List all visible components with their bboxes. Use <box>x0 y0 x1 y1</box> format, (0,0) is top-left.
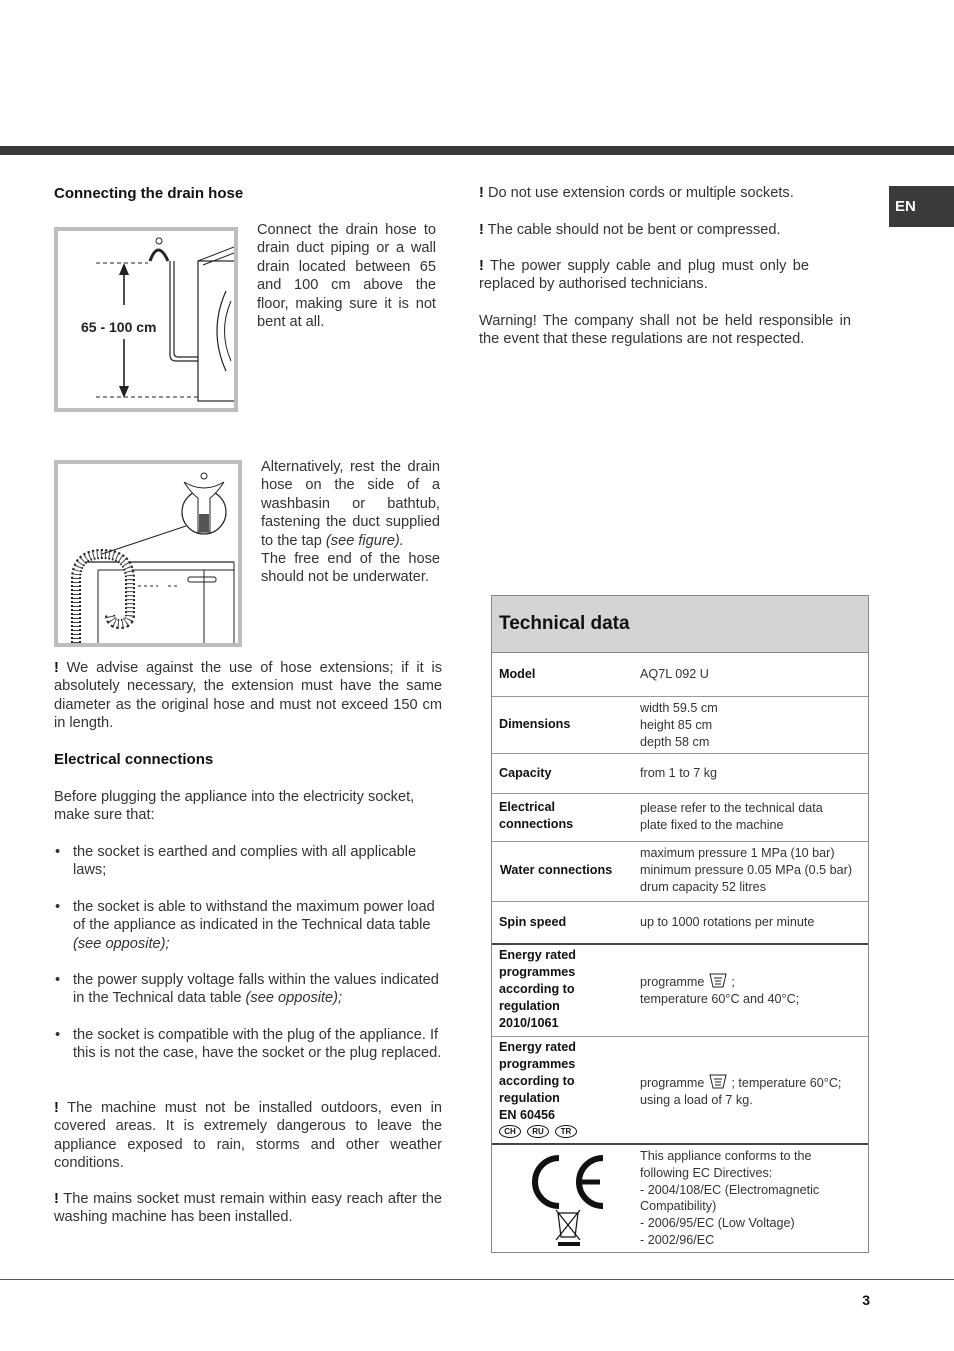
row-label <box>499 799 573 833</box>
label-line: regulation <box>499 1091 560 1105</box>
row-label: Model <box>499 667 536 681</box>
value-line: - 2004/108/EC (Electromagnetic <box>640 1182 820 1197</box>
table-row <box>492 653 868 697</box>
row-label <box>499 1039 577 1138</box>
warning-mark: ! <box>54 1100 59 1116</box>
bullet-item: • the socket is compatible with the plug of the appliance. If this is not the case, have the socket or the plug replaced. <box>55 1027 442 1062</box>
cotton-programme-icon <box>708 1073 728 1090</box>
value-line: - 2006/95/EC (Low Voltage) <box>640 1216 795 1231</box>
row-label: Capacity <box>499 766 552 780</box>
hose-extension-warning <box>54 659 442 733</box>
label-line: according to <box>499 1074 575 1088</box>
language-tab: EN <box>889 186 954 227</box>
drain-hose-text: Connect the drain hose to drain duct piping or a wall drain located between 65 and 100 cm above the floor, making sure it is not bent at all. <box>257 222 436 331</box>
footer-rule <box>0 1279 954 1280</box>
hose-extension-text: We advise against the use of hose extensions; if it is absolutely necessary, the extension must have the same diameter as the original hose and must not exceed 150 cm in length. <box>54 660 442 732</box>
bullet-emphasis: (see opposite); <box>245 990 343 1007</box>
company-warning: Warning! The company shall not be held responsible in the event that these regulations are not respected. <box>479 313 851 348</box>
label-line: 2010/1061 <box>499 1016 559 1030</box>
page-number: 3 <box>862 1292 870 1308</box>
row-label <box>499 947 576 1032</box>
table-row <box>492 902 868 945</box>
free-end-text: The free end of the hose should not be underwater. <box>261 551 440 586</box>
electrical-intro: Before plugging the appliance into the electricity socket, make sure that: <box>54 789 415 824</box>
value-line: please refer to the technical data <box>640 801 823 815</box>
table-row <box>492 697 868 754</box>
bullet-text: the socket is earthed and complies with all applicable laws; <box>73 844 417 879</box>
value-line: using a load of 7 kg. <box>640 1092 753 1107</box>
outdoors-warning <box>54 1099 442 1173</box>
row-label: Spin speed <box>499 915 567 929</box>
value-line: drum capacity 52 litres <box>640 879 766 894</box>
bullet-emphasis: (see opposite); <box>73 935 170 952</box>
table-row <box>492 945 868 1037</box>
bullet-text: the socket is able to withstand the maximum power load of the appliance as indicated in the Technical data table <box>73 899 435 934</box>
see-figure-ref: (see figure). <box>325 532 404 549</box>
washbasin-figure <box>54 460 242 647</box>
label-line: programmes <box>499 965 576 979</box>
programme-word: programme <box>640 975 705 989</box>
programme-suffix: ; temperature 60°C; <box>727 1076 842 1090</box>
value-line: Compatibility) <box>640 1199 717 1214</box>
row-value <box>640 972 799 1008</box>
country-badges <box>499 1125 577 1138</box>
value-line: width 59.5 cm <box>640 701 718 715</box>
row-value <box>640 1148 819 1249</box>
cable-bend-warning <box>479 221 851 239</box>
washbasin-text <box>261 458 440 587</box>
value-line: maximum pressure 1 MPa (10 bar) <box>640 846 835 860</box>
label-line: Electrical <box>499 800 556 814</box>
value-line: minimum pressure 0.05 MPa (0.5 bar) <box>640 862 853 877</box>
label-line: connections <box>499 817 574 831</box>
warning-mark: ! <box>479 185 484 201</box>
programme-suffix: ; <box>727 975 735 989</box>
socket-reach-text: The mains socket must remain within easy reach after the washing machine has been installed. <box>54 1191 442 1226</box>
hose-over-basin-illustration <box>58 464 238 643</box>
value-line: temperature 60°C and 40°C; <box>640 991 800 1006</box>
row-label: Water connections <box>500 863 613 877</box>
row-value <box>640 800 823 834</box>
table-row <box>492 842 868 902</box>
country-badge: TR <box>555 1125 577 1138</box>
socket-reach-warning <box>54 1190 442 1227</box>
ce-weee-marks <box>528 1153 606 1247</box>
programme-word: programme <box>640 1076 705 1090</box>
label-line: programmes <box>499 1057 576 1071</box>
warning-mark: ! <box>54 1191 59 1207</box>
extension-cord-warning <box>479 184 851 202</box>
bullet-item: • the socket is able to withstand the maximum power load of the appliance as indicated in the Technical data table (see opposite); <box>55 899 435 952</box>
value-line: - 2002/96/EC <box>640 1232 715 1247</box>
outdoors-text: The machine must not be installed outdoors, even in covered areas. It is extremely dangerous to leave the appliance exposed to rain, storms and other weather conditions. <box>54 1100 442 1172</box>
table-row <box>492 1037 868 1145</box>
country-badge: CH <box>499 1125 521 1138</box>
warning-mark: ! <box>54 660 59 676</box>
value-line: This appliance conforms to the <box>640 1149 812 1163</box>
value-line: depth 58 cm <box>640 734 710 749</box>
bullet-item: • the power supply voltage falls within the values indicated in the Technical data table (see opposite); <box>55 972 439 1007</box>
warning-mark: ! <box>479 222 484 238</box>
table-row <box>492 754 868 794</box>
electrical-heading: Electrical connections <box>54 751 214 768</box>
row-value: from 1 to 7 kg <box>640 766 717 780</box>
row-value <box>640 845 852 895</box>
technical-data-table <box>491 595 869 1253</box>
label-line: EN 60456 <box>499 1108 556 1122</box>
row-value: up to 1000 rotations per minute <box>640 915 815 929</box>
cable-replacement-text: The power supply cable and plug must only be replaced by authorised technicians. <box>479 258 809 293</box>
country-badge: RU <box>527 1125 549 1138</box>
cable-replacement-warning <box>479 257 809 294</box>
row-value: AQ7L 092 U <box>640 667 709 681</box>
bullet-text: the power supply voltage falls within the values indicated in the Technical data table <box>73 972 439 1007</box>
top-header-bar <box>0 146 954 155</box>
warning-mark: ! <box>479 258 484 274</box>
drain-hose-heading: Connecting the drain hose <box>54 185 244 202</box>
height-range-label: 65 - 100 cm <box>81 319 157 335</box>
label-line: according to <box>499 982 575 996</box>
label-line: Energy rated <box>499 948 576 962</box>
bullet-item: • the socket is earthed and complies with all applicable laws; <box>55 844 417 879</box>
value-line: following EC Directives: <box>640 1165 773 1180</box>
label-line: Energy rated <box>499 1040 576 1054</box>
value-line: plate fixed to the machine <box>640 817 784 832</box>
washbasin-text-a: Alternatively, rest the drain hose on the side of a washbasin or bathtub, fastening the duct supplied to the tap <box>261 459 440 549</box>
extension-cord-text: Do not use extension cords or multiple sockets. <box>487 185 794 201</box>
row-label: Dimensions <box>499 717 571 731</box>
table-row <box>492 1145 868 1252</box>
row-value <box>640 1073 841 1109</box>
table-row <box>492 794 868 842</box>
value-line: height 85 cm <box>640 717 713 732</box>
bullet-text: the socket is compatible with the plug of the appliance. If this is not the case, have the socket or the plug replaced. <box>73 1027 442 1062</box>
row-value <box>640 700 718 750</box>
cotton-programme-icon <box>708 972 728 989</box>
drain-height-figure <box>54 227 238 412</box>
label-line: regulation <box>499 999 560 1013</box>
technical-data-title: Technical data <box>492 596 868 653</box>
cable-bend-text: The cable should not be bent or compressed. <box>487 222 781 238</box>
